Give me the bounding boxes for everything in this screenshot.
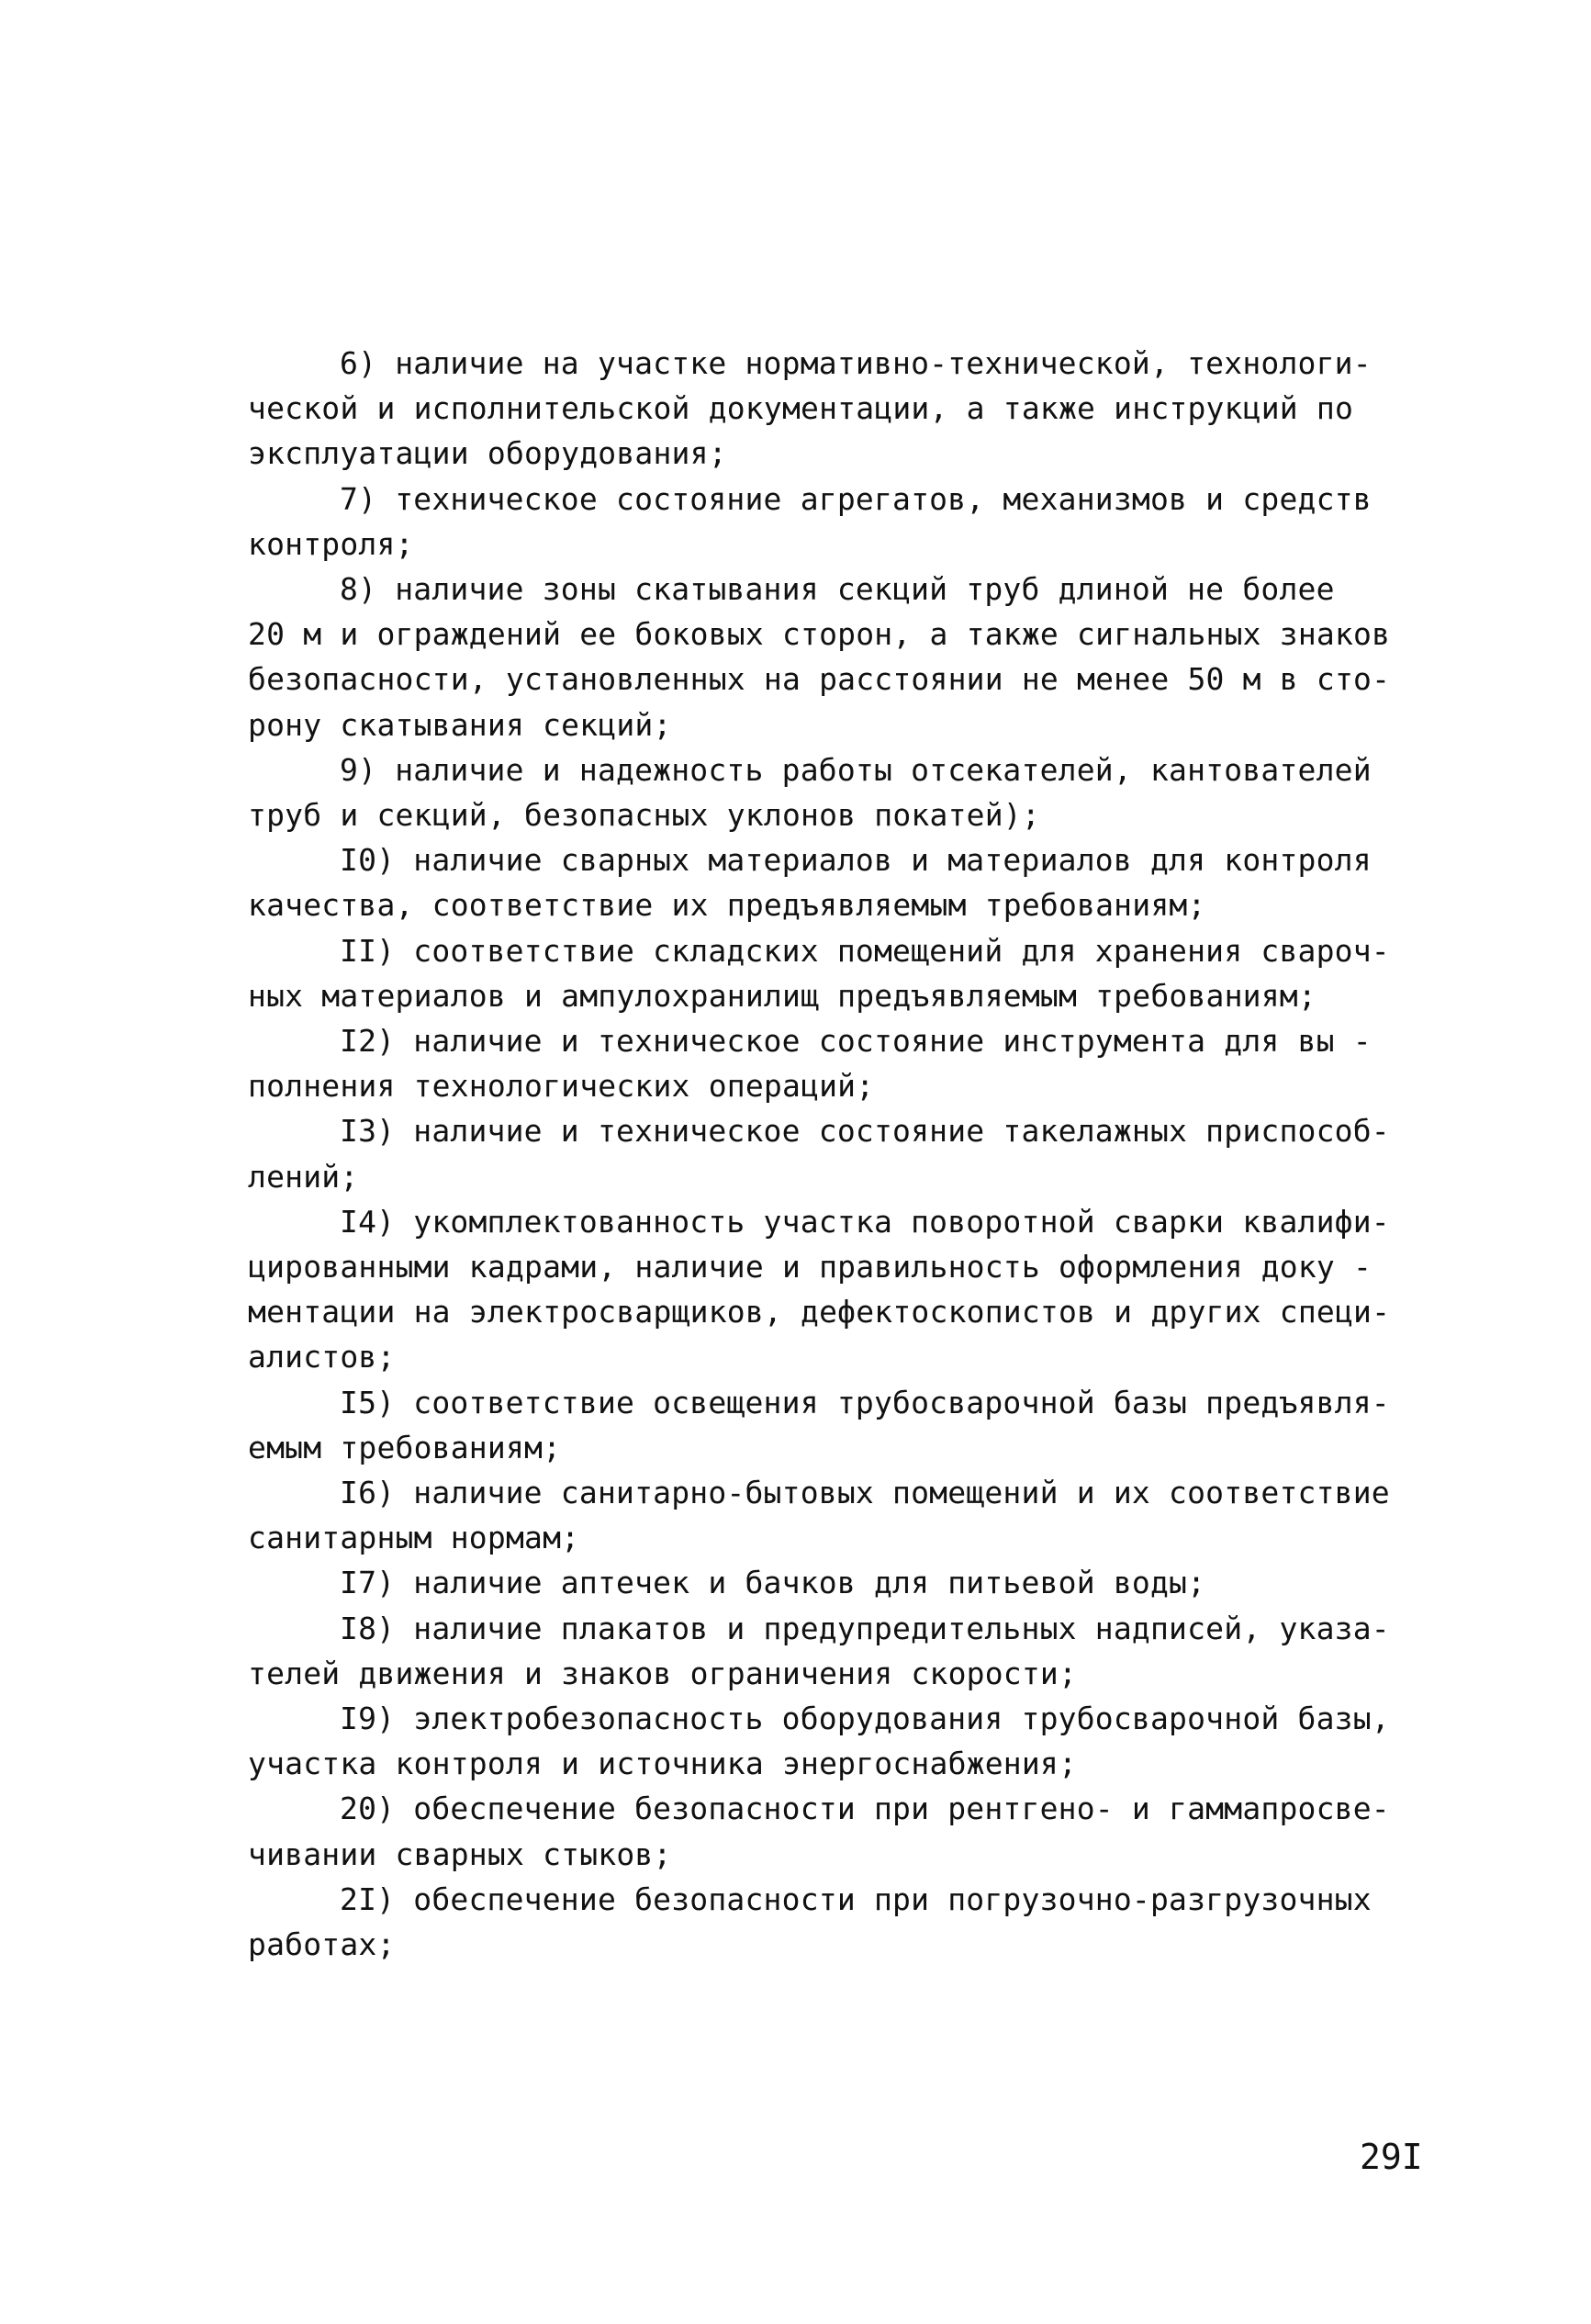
text-line: I4) укомплектованность участка поворотной сварки квалифи- xyxy=(340,1204,1390,1240)
text-line: качества, соответствие их предъявляемым требованиям; xyxy=(248,887,1206,923)
text-line: труб и секций, безопасных уклонов покатей); xyxy=(248,797,1040,833)
text-line: 20) обеспечение безопасности при рентгено- и гаммапросве- xyxy=(340,1791,1390,1826)
text-line: контроля; xyxy=(248,526,414,562)
text-line: цированными кадрами, наличие и правильность оформления доку - xyxy=(248,1249,1373,1285)
text-line: 7) техническое состояние агрегатов, механизмов и средств xyxy=(340,481,1372,517)
text-line: безопасности, установленных на расстоянии не менее 50 м в сто- xyxy=(248,661,1391,697)
text-line: телей движения и знаков ограничения скорости; xyxy=(248,1656,1078,1691)
text-line: участка контроля и источника энергоснабжения; xyxy=(248,1746,1078,1781)
text-line: 20 м и ограждений ее боковых сторон, а также сигнальных знаков xyxy=(248,616,1391,652)
text-line: 8) наличие зоны скатывания секций труб длиной не более xyxy=(340,571,1335,607)
text-line: I3) наличие и техническое состояние такелажных приспособ- xyxy=(340,1113,1390,1149)
text-line: санитарным нормам; xyxy=(248,1520,580,1555)
text-line: рону скатывания секций; xyxy=(248,707,672,743)
text-line: лений; xyxy=(248,1159,359,1195)
text-line: II) соответствие складских помещений для хранения свароч- xyxy=(340,933,1390,969)
text-line: I2) наличие и техническое состояние инструмента для вы - xyxy=(340,1023,1372,1059)
text-line: I8) наличие плакатов и предупредительных надписей, указа- xyxy=(340,1611,1390,1646)
text-line: чивании сварных стыков; xyxy=(248,1836,672,1872)
text-line: I7) наличие аптечек и бачков для питьевой воды; xyxy=(340,1565,1206,1600)
text-line: ных материалов и ампулохранилищ предъявляемым требованиям; xyxy=(248,978,1316,1014)
text-line: ческой и исполнительской документации, а также инструкций по xyxy=(248,390,1354,426)
text-line: ментации на электросварщиков, дефектоскопистов и других специ- xyxy=(248,1294,1391,1330)
text-line: I9) электробезопасность оборудования трубосварочной базы, xyxy=(340,1701,1390,1736)
text-line: емым требованиям; xyxy=(248,1430,562,1465)
text-line: 6) наличие на участке нормативно-технической, технологи- xyxy=(340,345,1372,381)
text-line: I0) наличие сварных материалов и материалов для контроля xyxy=(340,842,1372,878)
text-line: работах; xyxy=(248,1926,396,1962)
text-line: эксплуатации оборудования; xyxy=(248,435,727,471)
page-number: 29I xyxy=(1360,2137,1423,2177)
text-line: алистов; xyxy=(248,1339,396,1375)
text-line: полнения технологических операций; xyxy=(248,1068,875,1104)
text-line: I6) наличие санитарно-бытовых помещений и их соответствие xyxy=(340,1475,1390,1510)
text-line: I5) соответствие освещения трубосварочной базы предъявля- xyxy=(340,1385,1390,1420)
text-line: 2I) обеспечение безопасности при погрузочно-разгрузочных xyxy=(340,1881,1372,1917)
text-line: 9) наличие и надежность работы отсекателей, кантователей xyxy=(340,752,1372,788)
